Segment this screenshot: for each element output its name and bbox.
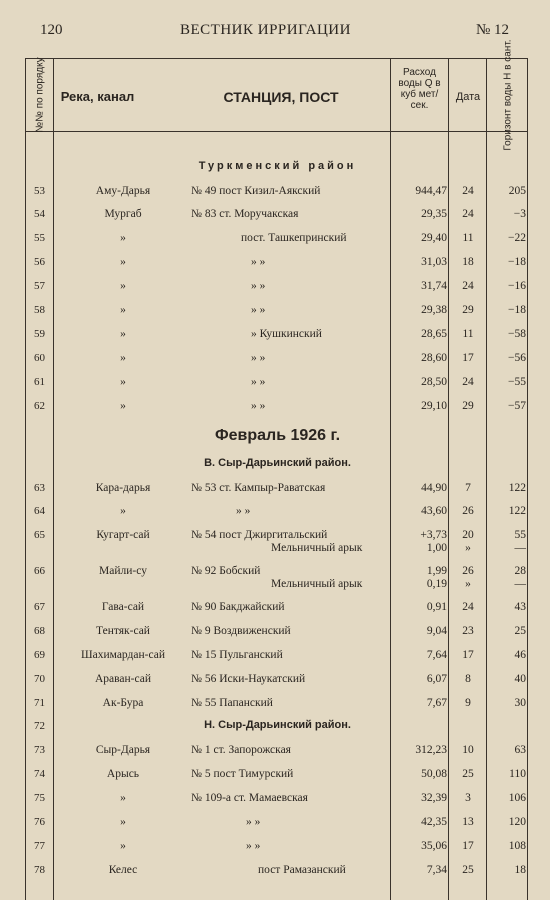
- table-row: 72: [34, 720, 45, 732]
- table-row: 61 » » » 28,50 24 −55: [34, 376, 526, 388]
- table-row: 75 » № 109-а ст. Мамаевская 32,39 3 106: [34, 792, 526, 804]
- table-row: 59 » » Кушкинский 28,65 11 −58: [34, 328, 526, 340]
- table-row: Мельничный арык 0,19 » —: [271, 578, 526, 590]
- table-row: 67 Гава-сай № 90 Бакджайский 0,91 24 43: [34, 601, 526, 613]
- header-level: Горизонт воды H в сант.: [502, 39, 514, 151]
- header-num: №№ по порядку: [34, 57, 45, 133]
- section-upper-syr-darya: В. Сыр-Дарьинский район.: [204, 457, 351, 469]
- table-row: 56 » » » 31,03 18 −18: [34, 256, 526, 268]
- table-row: 73 Сыр-Дарья № 1 ст. Запорожская 312,23 10 63: [34, 744, 526, 756]
- table-row: 69 Шахимардан-сай № 15 Пульганский 7,64 17 46: [34, 649, 526, 661]
- table-row: 66 Майли-су № 92 Бобский 1,99 26 28: [34, 565, 526, 577]
- table-row: 74 Арысь № 5 пост Тимурский 50,08 25 110: [34, 768, 526, 780]
- table-row: 64 » » » 43,60 26 122: [34, 505, 526, 517]
- issue-number: № 12: [476, 22, 510, 38]
- table-row: Мельничный арык 1,00 » —: [271, 542, 526, 554]
- table-row: 71 Ак-Бура № 55 Папанский 7,67 9 30: [34, 697, 526, 709]
- table-row: 58 » » » 29,38 29 −18: [34, 304, 526, 316]
- page-header: [0, 20, 550, 44]
- table-row: 54 Мургаб № 83 ст. Моручакская 29,35 24 −3: [34, 208, 526, 220]
- table-row: 60 » » » 28,60 17 −56: [34, 352, 526, 364]
- header-river: Река, канал: [60, 89, 135, 104]
- header-station: СТАНЦИЯ, ПОСТ: [223, 89, 339, 105]
- table-row: 65 Кугарт-сай № 54 пост Джиргитальский +3,73 20 55: [34, 529, 526, 541]
- table-row: 62 » » » 29,10 29 −57: [34, 400, 526, 412]
- header-flow: Расход воды Q в куб мет/сек.: [398, 67, 441, 111]
- table-row: 70 Араван-сай № 56 Иски-Наукатский 6,07 8 40: [34, 673, 526, 685]
- section-lower-syr-darya: Н. Сыр-Дарьинский район.: [204, 719, 351, 731]
- header-date: Дата: [455, 91, 481, 103]
- data-table: [25, 39, 528, 900]
- table-row: 53 Аму-Дарья № 49 пост Кизил-Аякский 944,47 24 205: [34, 185, 526, 197]
- table-row: 55 » пост. Ташкепринский 29,40 11 −22: [34, 232, 526, 244]
- page-number: 120: [40, 22, 63, 38]
- journal-title: ВЕСТНИК ИРРИГАЦИИ: [180, 22, 351, 38]
- table-row: 57 » » » 31,74 24 −16: [34, 280, 526, 292]
- table-row: 76 » » » 42,35 13 120: [34, 816, 526, 828]
- table-row: 63 Кара-дарья № 53 ст. Кампыр-Раватская 44,90 7 122: [34, 482, 526, 494]
- header-divider: [26, 131, 527, 132]
- table-row: 78 Келес пост Рамазанский 7,34 25 18: [34, 864, 526, 876]
- month-heading: Февраль 1926 г.: [214, 427, 341, 444]
- section-turkmen: Туркменский район: [198, 160, 357, 172]
- table-row: 77 » » » 35,06 17 108: [34, 840, 526, 852]
- table-row: 68 Тентяк-сай № 9 Воздвиженский 9,04 23 25: [34, 625, 526, 637]
